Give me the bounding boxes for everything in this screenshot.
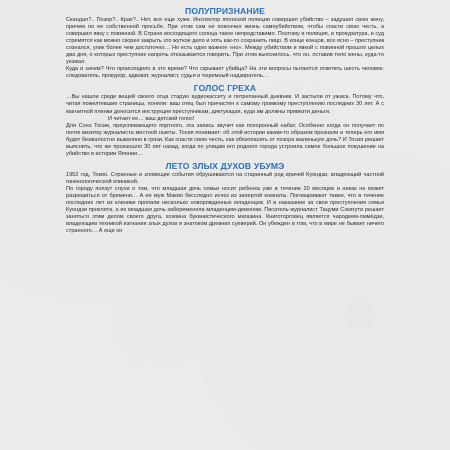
book-section-half-confession (66, 6, 384, 80)
section-body (66, 94, 384, 157)
section-title: ГОЛОС ГРЕХА (193, 83, 257, 94)
section-body (66, 172, 384, 235)
section-paragraph: …Вы нашли среди вещей своего отца старую аудиокассету и потрепанный дневник. И застыли от ужаса. Потому что, читая пожелтевшие страницы, поняли: ваш отец был причастен к самому громкому преступлению последних 30 лет. А с магнитной пленки доносится инструкция преступникам, диктующая, куда им должны привезти деньги. (66, 94, 384, 115)
section-paragraph: Скандал?.. Позор?.. Крах?.. Нет, все еще хуже. Инспектор японской полиции совершил убийство – задушил свою жену, причем по ее собственной просьбе. При этом сам не покончил жизнь самоубийством, чтобы спасти свою честь, а совершил явку с повинной. В Стране восходящего солнца такое непредставимо. Поэтому и полиция, и прокуратура, и суд стремятся как можно скорее закрыть это жуткое дело и хоть как-то сохранить лицо. В конце концов, все ясно – преступник сознался, улик более чем достаточно… Но есть одно важное «но». Между убийством и явкой с повинной прошло целых два дня, о которых преступник напрочь отказывается говорить. При этом выяснилось, что он, оставив тело жены, куда-то уезжал. (66, 17, 384, 66)
section-title: ПОЛУПРИЗНАНИЕ (185, 6, 265, 16)
section-paragraph: Куда и зачем? Что происходило в это время? Что скрывает убийца? На эти вопросы пытаются ответить шесть человек: следователь, прокурор, адвокат, журналист, судья и тюремный надзиратель… (66, 66, 384, 80)
book-section-voice-of-sin (66, 83, 384, 157)
section-paragraph: 1952 год, Токио. Странные и зловещие события обрушиваются на старинный род врачей Куондзи, владеющий частной гинекологической клиникой. (66, 171, 384, 185)
section-paragraph: По городу ползут слухи о том, что младшая дочь семьи носит ребенка уже в течение 20 месяцев и никак не может разрешиться от бремени… А ее муж Макио бесследно исчез из запертой комнаты. Поговаривают также, что в течение последних лет из клиники пропали несколько новорожденных младенцев. И в наказание за свои преступления семья Куондзи проклята, а их младшая дочь забеременела младенцем-демоном. Писатель-журналист Тацуми Сэкигути решает заняться этим делом своего друга, хозяина букинистического магазина. Книготорговец является чародеем-оммёдзи, владеющим техникой изгнания злых духов и знатоком древних суеверий. Он убежден в том, что в мире не бывает ничего странного… А еще он (66, 185, 384, 235)
section-paragraph: Для Сонэ Тосии, преуспевающего портного, эта запись звучит как похоронный набат. Особенно когда он получает по почте визитку журналиста местной газеты. Тосия понимает: об этой истории каким-то образом прознали и теперь его имя будет безжалостно вываляно в грязи. Как спасти свою честь, как обезопасить от позора маленькую дочь? И Тосия решает выяснить, что же произошло 30 лет назад, когда по улицам его родного города устроила самое большое покушение на убийство в истории Японии… (66, 122, 384, 157)
section-body (66, 17, 384, 80)
section-paragraph: И читает ее… ваш детский голос! (108, 115, 195, 122)
book-section-summer-of-ubume (66, 161, 384, 235)
section-title: ЛЕТО ЗЛЫХ ДУХОВ УБУМЭ (165, 160, 285, 171)
